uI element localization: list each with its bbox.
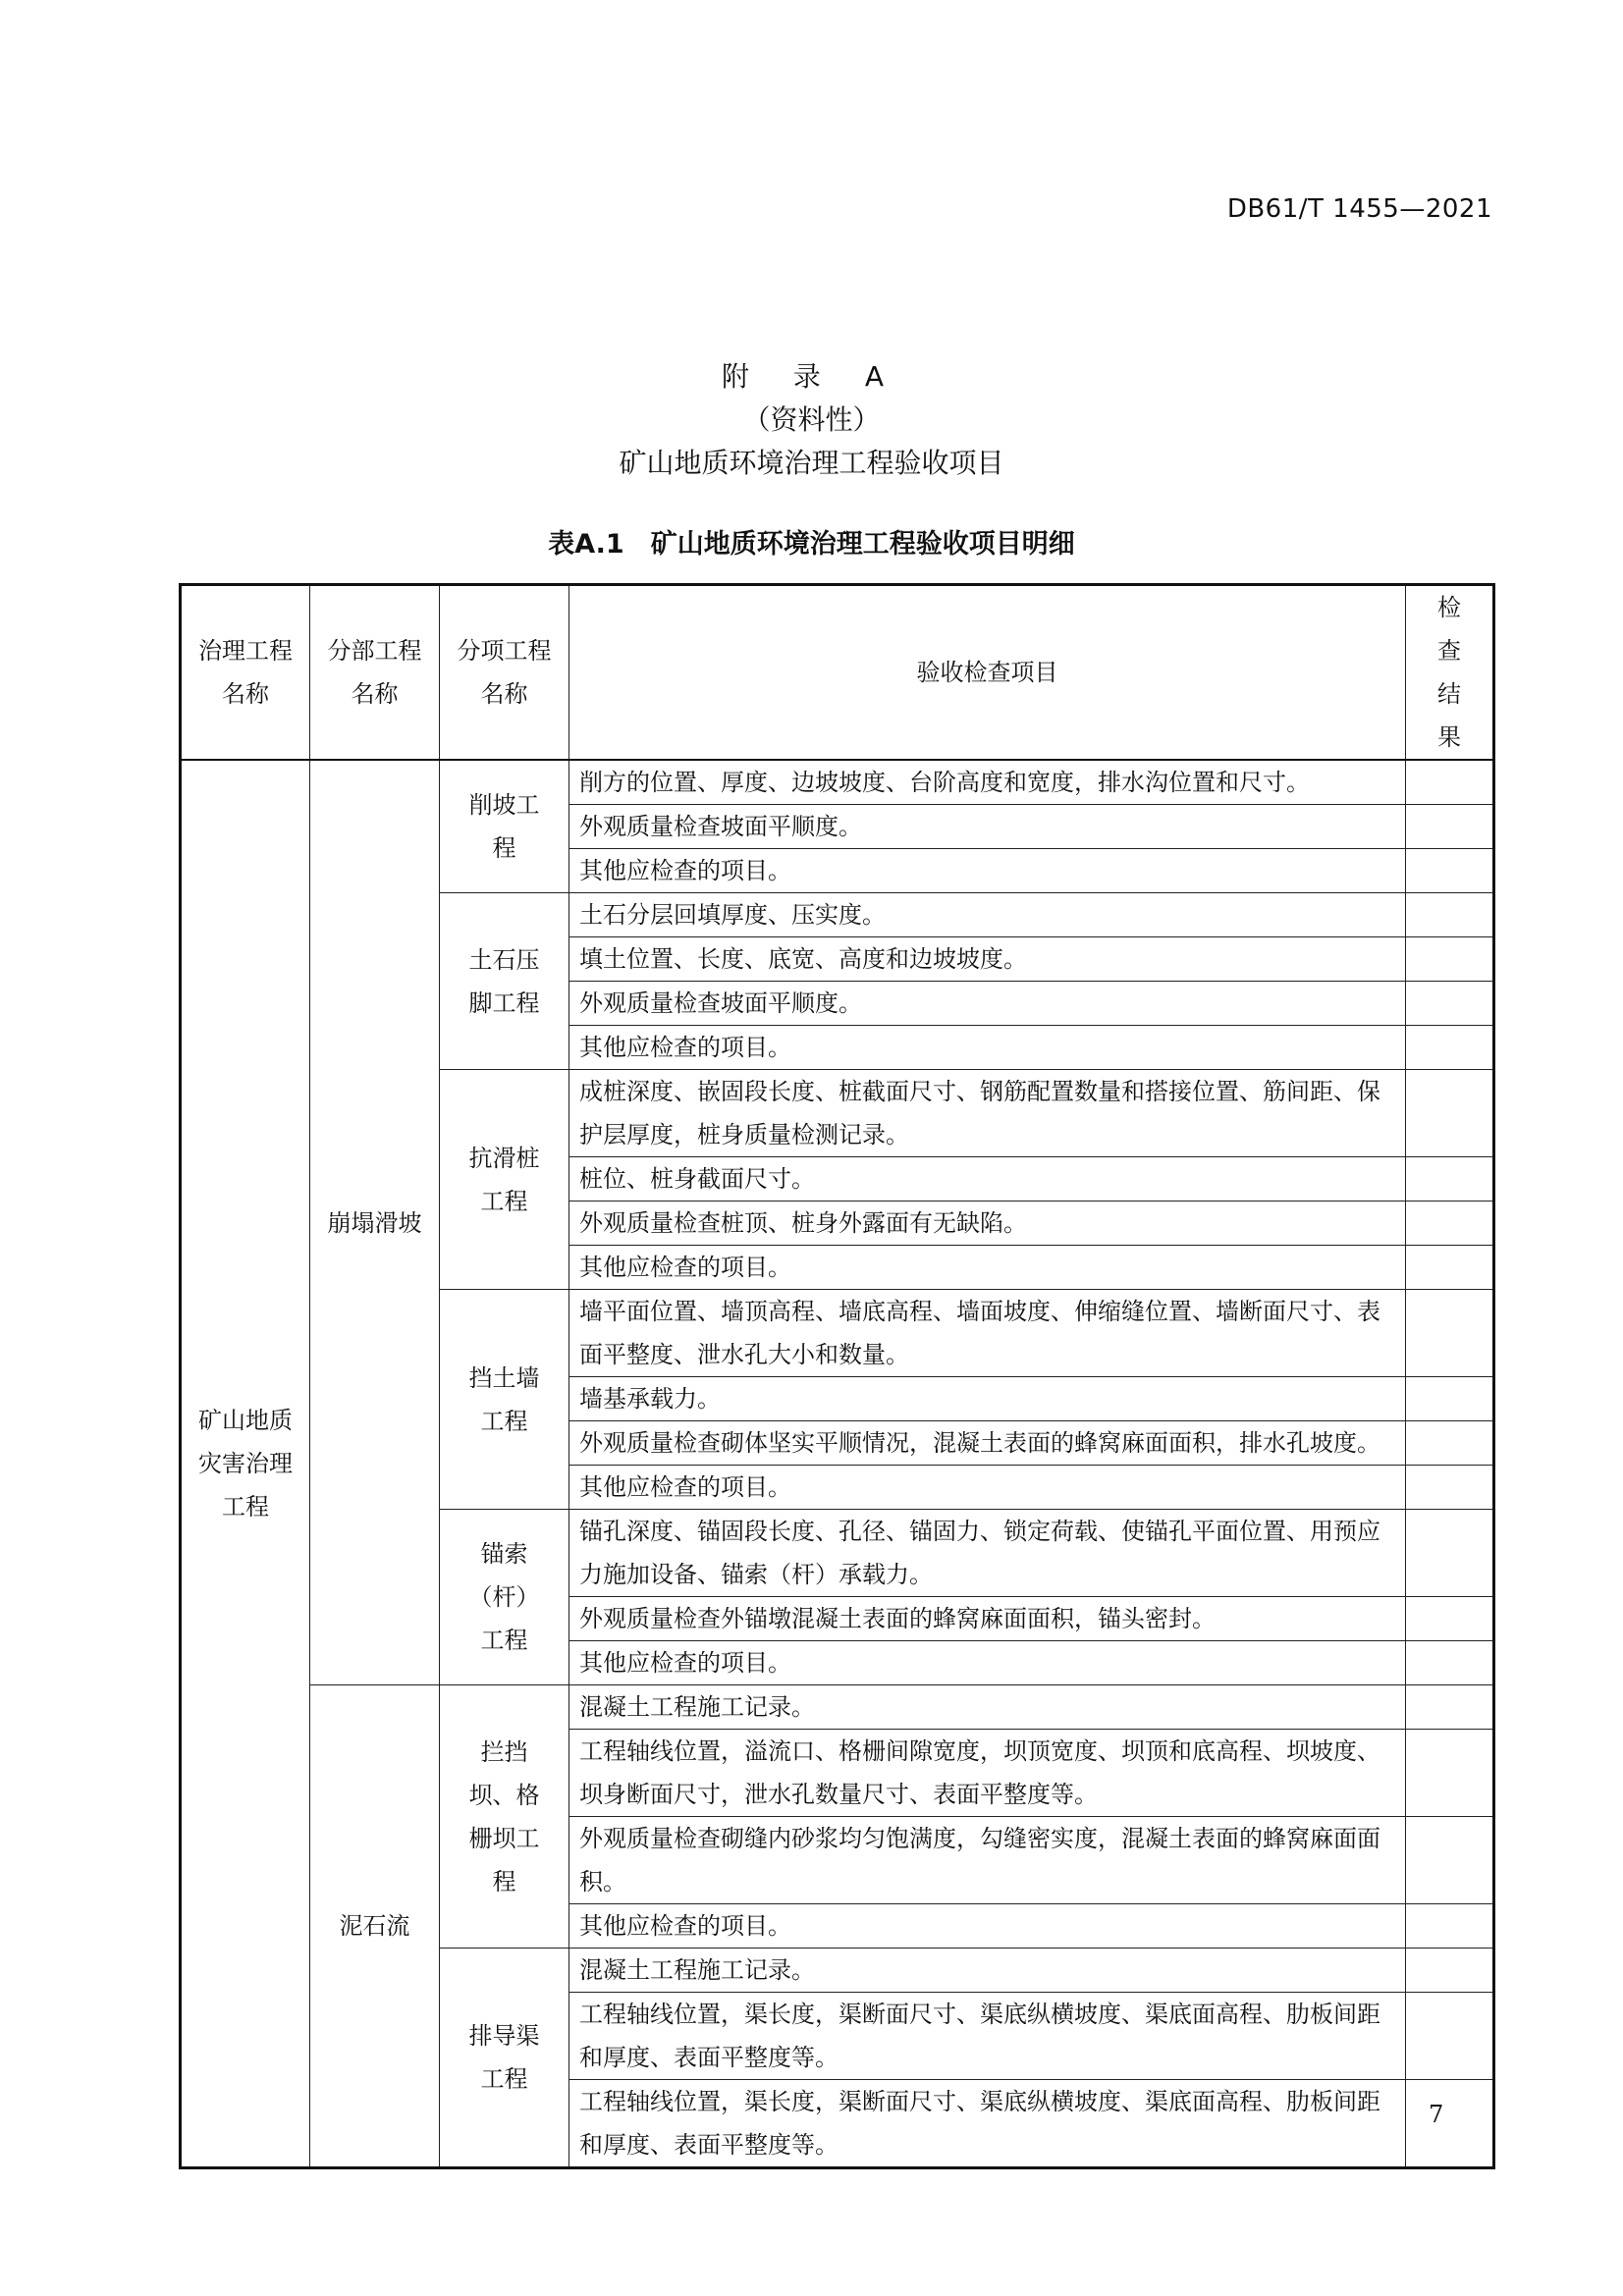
inspection-item-cell: 工程轴线位置，溢流口、格栅间隙宽度，坝顶宽度、坝顶和底高程、坝坡度、坝身断面尺寸，泄水孔数量尺寸、表面平整度等。 [569,1730,1406,1817]
inspection-item-cell: 工程轴线位置，渠长度，渠断面尺寸、渠底纵横坡度、渠底面高程、肋板间距和厚度、表面平整度等。 [569,1993,1406,2080]
inspection-item-cell: 其他应检查的项目。 [569,1904,1406,1949]
inspection-result-cell [1406,1421,1494,1466]
header-inspection-result: 检查结果 [1406,585,1494,761]
table-row [181,760,1494,805]
inspection-result-cell [1406,1466,1494,1510]
subitem-cell: 土石压脚工程 [440,893,569,1070]
inspection-result-cell [1406,1817,1494,1904]
inspection-result-cell [1406,1290,1494,1377]
inspection-item-cell: 削方的位置、厚度、边坡坡度、台阶高度和宽度，排水沟位置和尺寸。 [569,760,1406,805]
appendix-heading: 矿山地质环境治理工程验收项目 [619,447,1004,479]
subitem-cell: 抗滑桩工程 [440,1070,569,1290]
inspection-item-cell: 成桩深度、嵌固段长度、桩截面尺寸、钢筋配置数量和搭接位置、筋间距、保护层厚度，桩身质量检测记录。 [569,1070,1406,1157]
appendix-title: 附 录 A [722,360,901,393]
subitem-cell: 拦挡坝、格栅坝工程 [440,1685,569,1949]
division-cell: 泥石流 [310,1685,440,2168]
inspection-result-cell [1406,937,1494,982]
inspection-item-cell: 墙平面位置、墙顶高程、墙底高程、墙面坡度、伸缩缝位置、墙断面尺寸、表面平整度、泄水孔大小和数量。 [569,1290,1406,1377]
inspection-item-cell: 其他应检查的项目。 [569,1026,1406,1070]
inspection-item-cell: 其他应检查的项目。 [569,1466,1406,1510]
subitem-cell: 挡土墙工程 [440,1290,569,1510]
header-division-project: 分部工程名称 [310,585,440,761]
subitem-cell: 排导渠工程 [440,1949,569,2168]
inspection-result-cell [1406,982,1494,1026]
table-title: 表A.1 矿山地质环境治理工程验收项目明细 [548,529,1075,560]
table-row [181,1685,1494,1730]
page-number: 7 [1429,2101,1444,2128]
inspection-item-cell: 锚孔深度、锚固段长度、孔径、锚固力、锁定荷载、使锚孔平面位置、用预应力施加设备、锚索（杆）承载力。 [569,1510,1406,1597]
header-inspection-items: 验收检查项目 [569,585,1406,761]
inspection-item-cell: 混凝土工程施工记录。 [569,1685,1406,1730]
inspection-item-cell: 外观质量检查桩顶、桩身外露面有无缺陷。 [569,1201,1406,1246]
table-header-row [181,585,1494,761]
inspection-result-cell [1406,849,1494,893]
inspection-result-cell [1406,805,1494,849]
inspection-result-cell [1406,1201,1494,1246]
subitem-cell: 削坡工程 [440,760,569,893]
inspection-result-cell [1406,2080,1494,2168]
inspection-result-cell [1406,1685,1494,1730]
inspection-item-cell: 工程轴线位置，渠长度，渠断面尺寸、渠底纵横坡度、渠底面高程、肋板间距和厚度、表面平整度等。 [569,2080,1406,2168]
inspection-item-cell: 桩位、桩身截面尺寸。 [569,1157,1406,1201]
inspection-item-cell: 墙基承载力。 [569,1377,1406,1421]
inspection-result-cell [1406,1597,1494,1641]
inspection-result-cell [1406,893,1494,937]
inspection-result-cell [1406,1246,1494,1290]
inspection-item-cell: 土石分层回填厚度、压实度。 [569,893,1406,937]
inspection-result-cell [1406,1510,1494,1597]
inspection-result-cell [1406,1641,1494,1685]
subitem-cell: 锚索（杆）工程 [440,1510,569,1685]
inspection-result-cell [1406,1157,1494,1201]
top-category-cell: 矿山地质灾害治理工程 [181,760,310,2168]
inspection-result-cell [1406,1949,1494,1993]
inspection-item-cell: 混凝土工程施工记录。 [569,1949,1406,1993]
header-subitem-project: 分项工程名称 [440,585,569,761]
inspection-result-cell [1406,760,1494,805]
inspection-result-cell [1406,1904,1494,1949]
acceptance-items-table [179,583,1495,2169]
inspection-item-cell: 外观质量检查砌体坚实平顺情况，混凝土表面的蜂窝麻面面积，排水孔坡度。 [569,1421,1406,1466]
inspection-item-cell: 其他应检查的项目。 [569,1246,1406,1290]
inspection-item-cell: 其他应检查的项目。 [569,1641,1406,1685]
inspection-item-cell: 外观质量检查坡面平顺度。 [569,982,1406,1026]
document-code: DB61/T 1455—2021 [1226,194,1492,224]
inspection-item-cell: 填土位置、长度、底宽、高度和边坡坡度。 [569,937,1406,982]
header-governance-project: 治理工程名称 [181,585,310,761]
inspection-result-cell [1406,1070,1494,1157]
inspection-item-cell: 外观质量检查坡面平顺度。 [569,805,1406,849]
inspection-result-cell [1406,1377,1494,1421]
inspection-result-cell [1406,1993,1494,2080]
appendix-subtitle: （资料性） [742,403,881,436]
inspection-item-cell: 其他应检查的项目。 [569,849,1406,893]
inspection-result-cell [1406,1730,1494,1817]
inspection-item-cell: 外观质量检查砌缝内砂浆均匀饱满度，勾缝密实度，混凝土表面的蜂窝麻面面积。 [569,1817,1406,1904]
inspection-item-cell: 外观质量检查外锚墩混凝土表面的蜂窝麻面面积，锚头密封。 [569,1597,1406,1641]
inspection-result-cell [1406,1026,1494,1070]
division-cell: 崩塌滑坡 [310,760,440,1685]
